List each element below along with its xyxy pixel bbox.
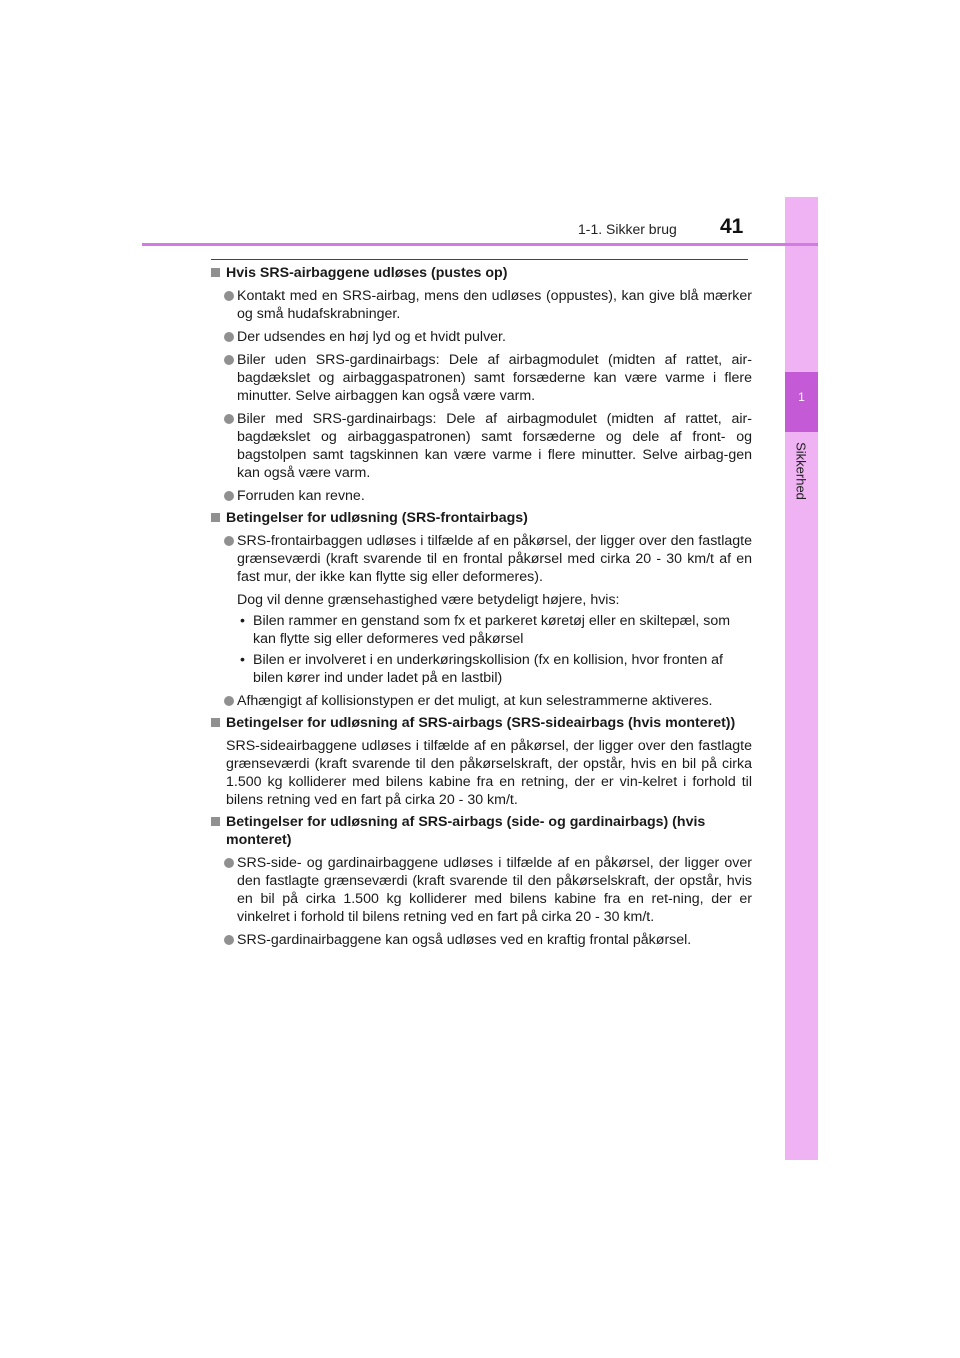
block-text: Bilen rammer en genstand som fx et parkeret køretøj eller en skiltepæl, som kan flytte sig eller deformeres ved påkørsel [253,613,731,647]
block-text: SRS-frontairbaggen udløses i tilfælde af en påkørsel, der ligger over den fastlagte grænseværdi (kraft svarende til en frontal påkørsel med cirka 20 - 30 km/t af en fast mur, der ikke kan flytte sig eller deformeres). [237,533,752,585]
header-rule [142,243,818,246]
paragraph [210,737,752,809]
round-bullet-icon [224,696,234,706]
bullet-item [210,854,752,926]
bullet-item [210,931,752,949]
square-bullet-icon [211,817,220,826]
sub-bullet-item [210,651,752,687]
sub-bullet-item [210,612,752,648]
section-heading [210,813,752,849]
block-text: SRS-gardinairbaggene kan også udløses ved en kraftig frontal påkørsel. [237,932,692,948]
block-text: Kontakt med en SRS-airbag, mens den udløses (oppustes), kan give blå mærker og små hudafskrabninger. [237,288,752,322]
round-bullet-icon [224,355,234,365]
block-text: Bilen er involveret i en underkøringskollision (fx en kollision, hvor fronten af bilen kører ind under ladet på en lastbil) [253,652,723,686]
block-text: SRS-sideairbaggene udløses i tilfælde af en påkørsel, der ligger over den fastlagte grænseværdi (kraft svarende til den påkørselskraft, der opstår, hvis en bil på cirka 1.500 kg kolliderer med bilens kabine fra en retning, der er vin-kelret i forhold til bilens retning ved en fart på cirka 20 - 30 km/t. [226,738,752,808]
section-heading [210,714,752,732]
block-text: Betingelser for udløsning (SRS-frontairbags) [226,510,528,526]
chapter-number: 1 [798,390,805,404]
content-top-rule [211,259,748,260]
round-bullet-icon [224,414,234,424]
round-bullet-icon [224,935,234,945]
round-bullet-icon [224,291,234,301]
block-text: Afhængigt af kollisionstypen er det muligt, at kun selestrammerne aktiveres. [237,693,713,709]
square-bullet-icon [211,268,220,277]
square-bullet-icon [211,513,220,522]
square-bullet-icon [211,718,220,727]
bullet-item [210,328,752,346]
bullet-item [210,287,752,323]
section-title: 1-1. Sikker brug [578,221,677,237]
chapter-name: Sikkerhed [793,442,809,500]
page-content [210,264,752,949]
block-text: Der udsendes en høj lyd og et hvidt pulver. [237,329,506,345]
block-text: Forruden kan revne. [237,488,365,504]
round-bullet-icon [224,536,234,546]
block-text: Hvis SRS-airbaggene udløses (pustes op) [226,265,508,281]
chapter-side-tab [785,197,818,1160]
small-bullet-icon: • [240,613,245,629]
bullet-item [210,351,752,405]
block-text: Biler uden SRS-gardinairbags: Dele af airbagmodulet (midten af rattet, air-bagdækslet og airbaggaspatronen) samt forsæderne kan være varme i flere minutter. Selve airbaggen kan også være varm. [237,352,752,404]
page-number: 41 [720,215,744,238]
block-text: Betingelser for udløsning af SRS-airbags (SRS-sideairbags (hvis monteret)) [226,715,736,731]
section-heading [210,509,752,527]
bullet-item [210,410,752,482]
bullet-item [210,532,752,586]
bullet-item [210,487,752,505]
round-bullet-icon [224,332,234,342]
block-text: SRS-side- og gardinairbaggene udløses i tilfælde af en påkørsel, der ligger over den fastlagte grænseværdi (kraft svarende til den påkørselskraft, der opstår, hvis en bil på cirka 1.500 kg kolliderer med bilens kabine fra en ret-ning, der er vinkelret i forhold til bilens retning ved en fart på cirka 20 - 30 km/t. [237,855,752,925]
section-heading [210,264,752,282]
block-text: Betingelser for udløsning af SRS-airbags (side- og gardinairbags) (hvis monteret) [226,814,706,848]
bullet-item [210,692,752,710]
chapter-name-vertical [781,436,821,506]
paragraph [210,591,752,609]
block-text: Dog vil denne grænsehastighed være betydeligt højere, hvis: [237,592,620,608]
block-text: Biler med SRS-gardinairbags: Dele af airbagmodulet (midten af rattet, air-bagdækslet og airbaggaspatronen) samt forsæderne og dele af front- og bagstolpen samt tagskinnen kan være varme i flere minutter. Selve airbag-gen kan også være varm. [237,411,752,481]
round-bullet-icon [224,491,234,501]
small-bullet-icon: • [240,652,245,668]
round-bullet-icon [224,858,234,868]
